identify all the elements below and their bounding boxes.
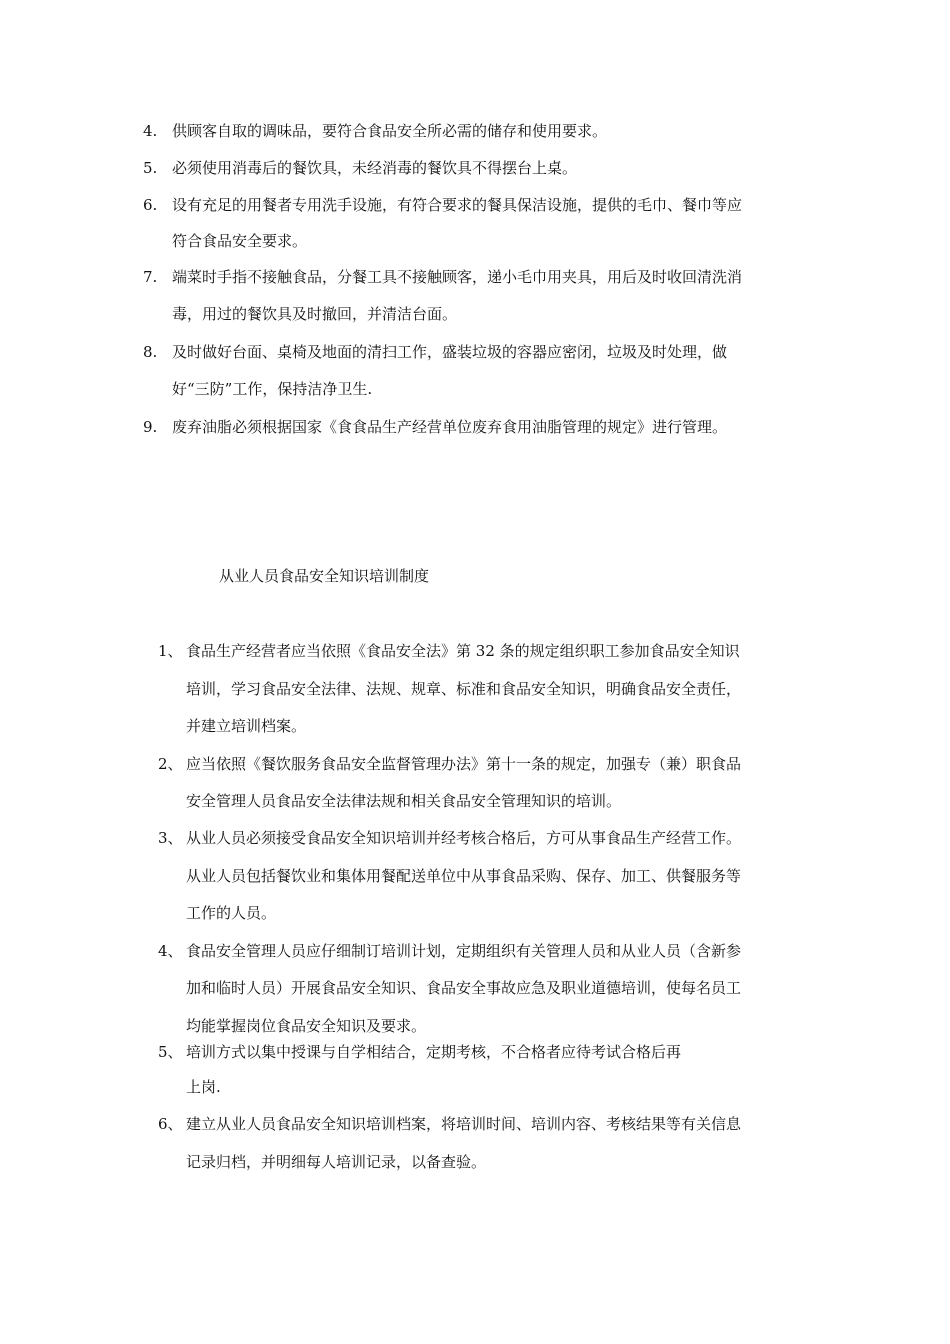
list-number: 3、 (158, 829, 183, 847)
list-item-text: 端菜时手指不接触食品，分餐工具不接触顾客，递小毛巾用夹具，用后及时收回清洗消 (172, 268, 743, 286)
list-item-text: 废弃油脂必须根据国家《食食品生产经营单位废弃食用油脂管理的规定》进行管理。 (172, 418, 728, 436)
list-item-text: 建立从业人员食品安全知识培训档案，将培训时间、培训内容、考核结果等有关信息 (186, 1115, 742, 1133)
list-number: 7. (143, 268, 158, 286)
list-number: 9. (143, 418, 158, 436)
list-item-text: 并建立培训档案。 (186, 717, 307, 735)
section-title: 从业人员食品安全知识培训制度 (219, 567, 430, 585)
list-number: 4、 (158, 942, 183, 960)
list-item-text: 及时做好台面、桌椅及地面的清扫工作，盛装垃圾的容器应密闭，垃圾及时处理，做 (172, 343, 728, 361)
list-item-text: 均能掌握岗位食品安全知识及要求。 (186, 1017, 427, 1035)
list-item-text: 供顾客自取的调味品，要符合食品安全所必需的储存和使用要求。 (172, 122, 608, 140)
list-item-text: 从业人员必须接受食品安全知识培训并经考核合格后，方可从事食品生产经营工作。 (186, 829, 742, 847)
list-number: 8. (143, 343, 158, 361)
list-item-text: 记录归档，并明细每人培训记录，以备查验。 (186, 1153, 487, 1171)
list-item-text: 加和临时人员）开展食品安全知识、食品安全事故应急及职业道德培训，使每名员工 (186, 979, 742, 997)
list-item-text: 从业人员包括餐饮业和集体用餐配送单位中从事食品采购、保存、加工、供餐服务等 (186, 867, 742, 885)
list-item-text: 食品生产经营者应当依照《食品安全法》第 32 条的规定组织职工参加食品安全知识 (186, 642, 740, 660)
list-item-text: 上岗. (186, 1078, 221, 1096)
list-number: 5、 (158, 1043, 183, 1061)
list-item-text: 好“三防”工作，保持洁净卫生. (172, 380, 373, 398)
list-number: 4. (143, 122, 158, 140)
list-item-text: 安全管理人员食品安全法律法规和相关食品安全管理知识的培训。 (186, 792, 622, 810)
list-number: 6、 (158, 1115, 183, 1133)
list-number: 5. (143, 159, 158, 177)
list-item-text: 符合食品安全要求。 (172, 232, 308, 250)
list-item-text: 毒，用过的餐饮具及时撤回，并清洁台面。 (172, 305, 458, 323)
list-item-text: 必须使用消毒后的餐饮具，未经消毒的餐饮具不得摆台上桌。 (172, 159, 578, 177)
list-item-text: 培训，学习食品安全法律、法规、规章、标准和食品安全知识，明确食品安全责任， (186, 680, 742, 698)
list-number: 6. (143, 196, 158, 214)
list-item-text: 食品安全管理人员应仔细制订培训计划，定期组织有关管理人员和从业人员（含新参 (186, 942, 742, 960)
list-number: 1、 (158, 642, 183, 660)
list-item-text: 设有充足的用餐者专用洗手设施，有符合要求的餐具保洁设施，提供的毛巾、餐巾等应 (172, 196, 743, 214)
list-number: 2、 (158, 755, 183, 773)
list-item-text: 培训方式以集中授课与自学相结合，定期考核，不合格者应待考试合格后再 (186, 1043, 682, 1061)
list-item-text: 工作的人员。 (186, 904, 277, 922)
list-item-text: 应当依照《餐饮服务食品安全监督管理办法》第十一条的规定，加强专（兼）职食品 (186, 755, 742, 773)
